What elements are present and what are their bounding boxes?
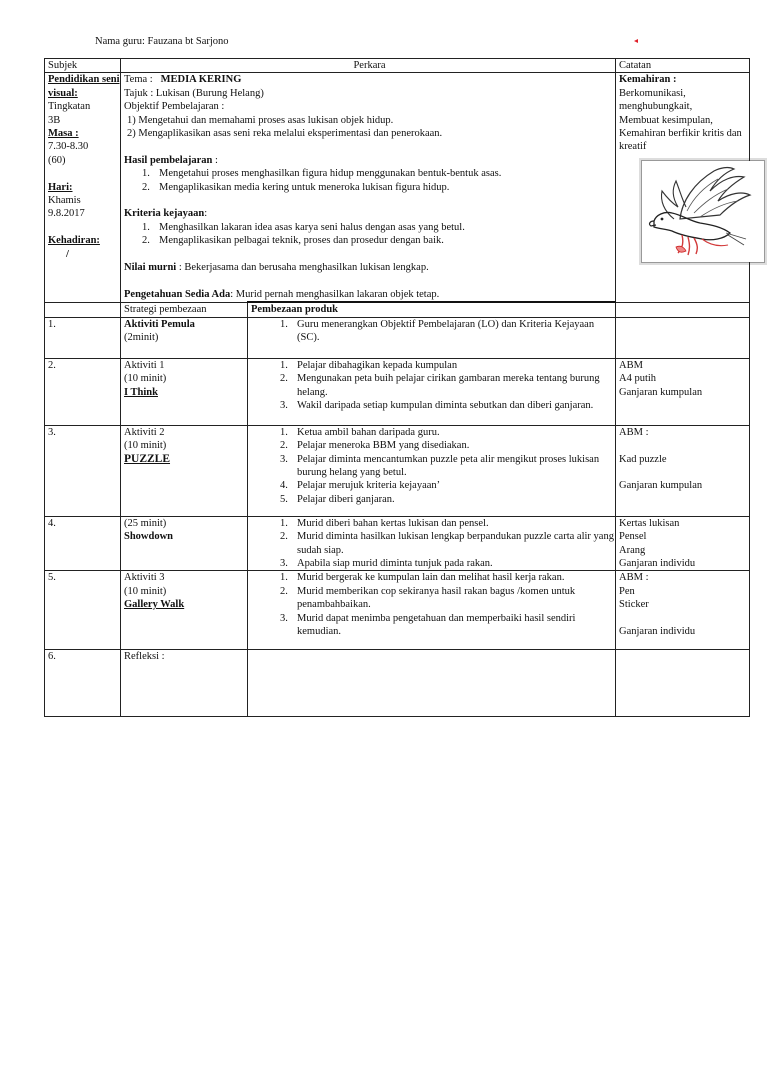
activity-tag: Showdown: [124, 531, 174, 543]
activity-tag: Gallery Walk: [124, 599, 185, 611]
prior-knowledge-text: : Murid pernah menghasilkan lakaran objek tetap.: [230, 288, 440, 300]
table-row: 3. Aktiviti 2 (10 minit) PUZZLE 1. Ketua ambil bahan daripada guru. 2. Pelajar meneroka BBM yang disediakan. 3. Pelajar diminta mencantumkan puzzle peta alir mengikut proses lukisan burung helang yang betul. 4. Pelajar merujuk kriteria kejayaan’ 5. Pelajar diberi ganjaran. ABM : Kad puzzle Ganjaran kumpulan: [45, 425, 750, 516]
table-row: 6. Refleksi :: [45, 650, 750, 717]
list-item: 1. Pelajar dibahagikan kepada kumpulan: [280, 359, 458, 371]
theme-value: MEDIA KERING: [160, 74, 242, 86]
attendance-label: Kehadiran:: [48, 235, 100, 247]
outcome-title: Hasil pembelajaran: [124, 154, 213, 166]
col-notes-header: Catatan: [616, 59, 750, 73]
teacher-name: Nama guru: Fauzana bt Sarjono: [95, 36, 229, 47]
list-item: 3. Apabila siap murid diminta tunjuk pada rakan.: [280, 557, 493, 569]
form-value: 3B: [48, 114, 61, 126]
skill-item: menghubungkait,: [619, 101, 693, 113]
values-text: : Bekerjasama dan berusaha menghasilkan lukisan lengkap.: [178, 262, 429, 274]
activity-name: Aktiviti Pemula: [124, 318, 195, 330]
list-item: 4. Pelajar merujuk kriteria kejayaan’: [280, 480, 441, 492]
skill-item: Berkomunikasi,: [619, 87, 686, 99]
strategy-header-row: [45, 302, 750, 317]
topic: Tajuk : Lukisan (Burung Helang): [124, 87, 264, 99]
subject-cell: [45, 73, 121, 302]
list-item: 1. Menghasilkan lakaran idea asas karya seni halus dengan asas yang betul.: [142, 221, 465, 233]
time-label: Masa :: [48, 128, 79, 140]
eagle-drawing-image: [641, 160, 765, 263]
values-label: Nilai murni: [124, 262, 177, 274]
list-item: 2. Pelajar meneroka BBM yang disediakan.: [280, 440, 470, 452]
list-item: 1. Murid diberi bahan kertas lukisan dan pensel.: [280, 517, 489, 529]
list-item: 3. Murid dapat menimba pengetahuan dan memperbaiki hasil sendiri kemudian.: [280, 612, 576, 637]
table-row: 2. Aktiviti 1 (10 minit) I Think 1. Pelajar dibahagikan kepada kumpulan 2. Mengunakan peta buih pelajar cirikan gambaran mereka tentang burung helang. 3. Wakil daripada setiap kumpulan diminta sebutkan dan diberi ganjaran. ABM A4 putih Ganjaran kumpulan: [45, 358, 750, 425]
skills-title: Kemahiran :: [619, 74, 677, 86]
activity-tag: I Think: [124, 386, 158, 398]
strategy-label: Strategi pembezaan: [121, 302, 248, 317]
list-item: 1. Mengetahui proses menghasilkan figura hidup menggunakan bentuk-bentuk asas.: [142, 168, 502, 180]
table-row: 1. Aktiviti Pemula (2minit) 1. Guru menerangkan Objektif Pembelajaran (LO) dan Kriteria Kejayaan (SC).: [45, 317, 750, 358]
table-row: 5. Aktiviti 3 (10 minit) Gallery Walk 1. Murid bergerak ke kumpulan lain dan melihat hasil kerja rakan. 2. Murid memberikan cop sekiranya hasil rakan bagus /komen untuk penambahbaikan. 3. Murid dapat menimba pengetahuan dan memperbaiki hasil sendiri kemudian. ABM : Pen Sticker Ganjaran individu: [45, 571, 750, 650]
lesson-info-row: [45, 73, 750, 302]
objective-2: 2) Mengaplikasikan asas seni reka melalui eksperimentasi dan penerokaan.: [127, 128, 443, 140]
list-item: 3. Pelajar diminta mencantumkan puzzle peta alir mengikut proses lukisan burung helang yang betul.: [280, 453, 600, 478]
duration: (60): [48, 154, 66, 166]
objective-1: 1) Mengetahui dan memahami proses asas lukisan objek hidup.: [127, 114, 394, 126]
list-item: 1. Ketua ambil bahan daripada guru.: [280, 426, 440, 438]
criteria-list: [124, 221, 615, 248]
attendance-value: /: [66, 248, 69, 260]
list-item: 2. Murid memberikan cop sekiranya hasil rakan bagus /komen untuk penambahbaikan.: [280, 585, 576, 611]
list-item: 2. Mengunakan peta buih pelajar cirikan gambaran mereka tentang burung helang.: [280, 373, 600, 398]
day-label: Hari:: [48, 181, 73, 193]
form-label: Tingkatan: [48, 101, 91, 113]
list-item: 1. Guru menerangkan Objektif Pembelajaran (LO) dan Kriteria Kejayaan (SC).: [280, 318, 595, 344]
day-value: Khamis: [48, 195, 81, 207]
list-item: 1. Murid bergerak ke kumpulan lain dan melihat hasil kerja rakan.: [280, 572, 565, 584]
list-item: 3. Wakil daripada setiap kumpulan diminta sebutkan dan diberi ganjaran.: [280, 399, 594, 411]
col-subject-header: Subjek: [45, 59, 121, 73]
lesson-plan-table: [44, 58, 750, 717]
date-value: 9.8.2017: [48, 208, 85, 220]
matter-cell: Tema : MEDIA KERING Tajuk : Lukisan (Burung Helang) Objektif Pembelajaran : 1) Mengetahui dan memahami proses asas lukisan objek hidup. 2) Mengaplikasikan asas seni reka melalui eksperimentasi dan penerokaan. Hasil pembelajaran : 1. Mengetahui proses menghasilkan figura hidup menggunakan bentuk-bentuk asas. 2. Mengaplikasikan media kering untuk meneroka lukisan figura hidup. Kriteria kejayaan: 1. Menghasilkan lakaran idea asas karya seni halus dengan asas yang betul. 2. Mengaplikasikan pelbagai teknik, proses dan prosedur dengan baik. Nilai murni : Bekerjasama dan berusaha menghasilkan lukisan lengkap. Pengetahuan Sedia Ada: Murid pernah menghasilkan lakaran objek tetap.: [121, 73, 616, 302]
differentiation-label: Pembezaan produk: [251, 304, 339, 316]
time-value: 7.30-8.30: [48, 141, 89, 153]
notes-cell: [616, 73, 750, 302]
list-item: 2. Mengaplikasikan pelbagai teknik, proses dan prosedur dengan baik.: [142, 235, 444, 247]
list-item: 2. Mengaplikasikan media kering untuk meneroka lukisan figura hidup.: [142, 181, 450, 193]
objective-title: Objektif Pembelajaran :: [124, 101, 225, 113]
table-row: 4. (25 minit) Showdown 1. Murid diberi bahan kertas lukisan dan pensel. 2. Murid diminta hasilkan lukisan lengkap berpandukan puzzle carta alir yang sudah siap. 3. Apabila siap murid diminta tunjuk pada rakan. Kertas lukisan Pensel Arang Ganjaran individu: [45, 516, 750, 571]
list-item: 2. Murid diminta hasilkan lukisan lengkap berpandukan puzzle carta alir yang sudah siap.: [280, 531, 614, 556]
eagle-sketch-icon: [642, 161, 764, 262]
prior-knowledge-label: Pengetahuan Sedia Ada: [124, 288, 231, 300]
activity-tag: PUZZLE: [124, 452, 171, 465]
subject-name: Pendidikan seni visual:: [48, 74, 120, 99]
table-header-row: [45, 59, 750, 73]
list-item: 5. Pelajar diberi ganjaran.: [280, 493, 395, 505]
outcome-list: [124, 167, 615, 194]
red-marker-icon: [634, 39, 638, 43]
criteria-title: Kriteria kejayaan: [124, 208, 205, 220]
col-matter-header: Perkara: [121, 59, 616, 73]
skill-item: Kemahiran berfikir kritis dan kreatif: [619, 128, 742, 153]
skill-item: Membuat kesimpulan,: [619, 114, 713, 126]
theme-label: Tema :: [124, 74, 153, 86]
